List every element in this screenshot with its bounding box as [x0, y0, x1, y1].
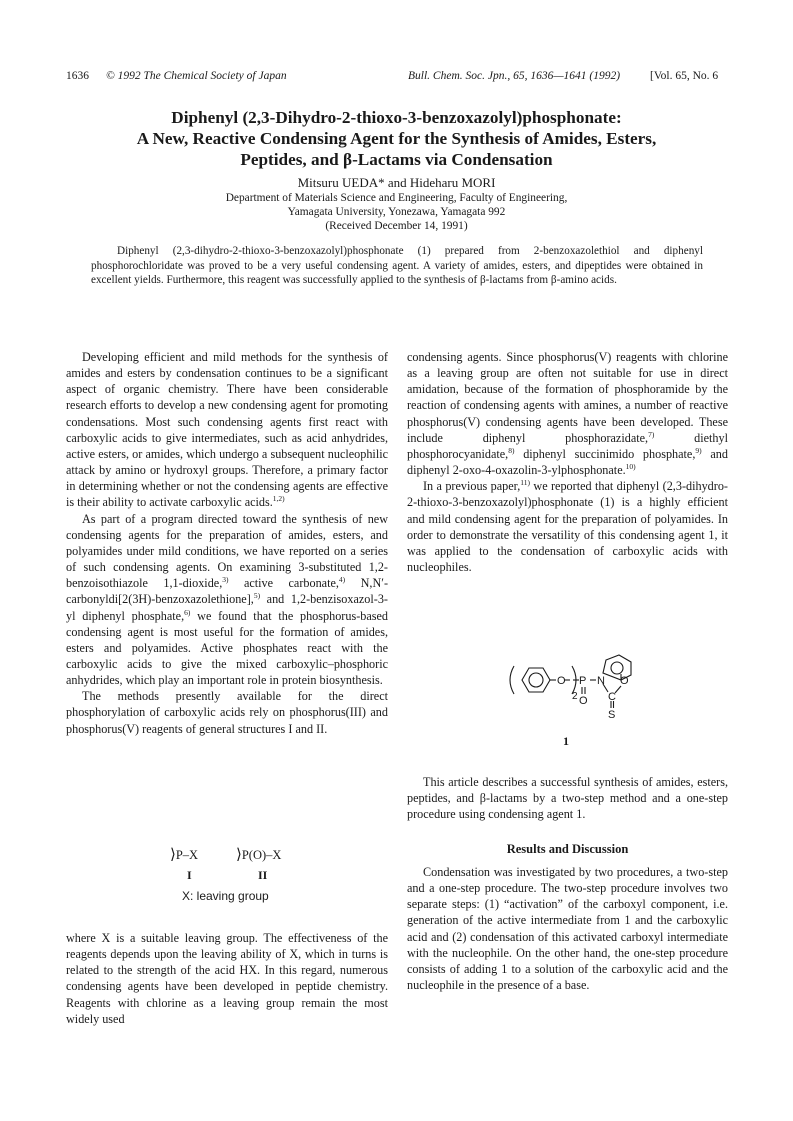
title-line-2: A New, Reactive Condensing Agent for the Synthesis of Amides, Esters, [136, 129, 657, 148]
affiliation-line-1: Department of Materials Science and Engineering, Faculty of Engineering, [225, 192, 568, 204]
formula-I-label: I [187, 868, 192, 882]
paragraph-leaving-group: where X is a suitable leaving group. The effectiveness of the reagents depends upon the leaving ability of X, which in turns is related to the strength of the acid HX. In this regard, numerous condensing agents have been developed in peptide chemistry. Reagents with chlorine as a leaving group remain the most widely used [66, 931, 388, 1026]
reference-marker: 5) [253, 591, 261, 601]
structure-label: 1 [563, 734, 569, 748]
carbon-atom: C [608, 691, 616, 703]
paragraph-procedures: Condensation was investigated by two procedures, a two-step and a one-step procedure. The two-step procedure involves two separate steps: (1) “activation” of the carboxyl component, i.e. generation of the active intermediate from 1 and the carboxylic acid and (2) condensation of this activated carboxyl intermediate with the nucleophile. On the other hand, the one-step procedure consists of adding 1 to a solution of the carboxylic acid and the nucleophile in the presence of a base. [407, 865, 728, 993]
title-line-1: Diphenyl (2,3-Dihydro-2-thioxo-3-benzoxazolyl)phosphonate: [171, 108, 622, 127]
received-date: (Received December 14, 1991) [325, 220, 468, 232]
reference-marker: 4) [338, 575, 346, 585]
paragraph-program: As part of a program directed toward the synthesis of new condensing agents for the preparation of amides, esters, and polyamides under mild conditions, we have reported on a series of such condensing agents. On examining 3-substituted 1,2-benzoisothiazole 1,1-dioxide,$^{3)}$ active carbonate,$^{4)}$ N,N′-carbonyldi[2(3H)-benzoxazolethione],$^{5)}$ and 1,2-benzisoxazol-3-yl diphenyl phosphate,$^{6)}$ we found that the phosphorus-based condensing agent is most useful for the formation of amides, esters and polyamides. Active phosphates react with the carboxylic acids to give the mixed carboxylic–phosphoric anhydrides, which play an important role in protein biosynthesis. [66, 511, 388, 688]
abstract: Diphenyl (2,3-dihydro-2-thioxo-3-benzoxazolyl)phosphonate (1) prepared from 2-benzoxazolethiol and diphenyl phosphorochloridate was proved to be a very useful condensing agent. A variety of amides, esters, and dipeptides were obtained in excellent yields. Furthermore, this reagent was successfully applied to the synthesis of β-lactams from β-amino acids. [91, 245, 703, 287]
left-parenthesis [510, 666, 514, 694]
title-line-3: Peptides, and β-Lactams via Condensation [240, 150, 553, 169]
left-column-bottom [66, 930, 388, 1027]
journal-citation: Bull. Chem. Soc. Jpn., 65, 1636—1641 (1992) [408, 70, 621, 82]
reference-marker: 7) [648, 429, 655, 439]
nitrogen-atom: N [597, 675, 605, 687]
reference-marker: 11) [520, 478, 531, 488]
right-column-bottom [407, 864, 728, 993]
phosphorus-atom: P [579, 675, 587, 687]
reference-marker: 1,2) [272, 494, 285, 504]
reference-marker: 6) [184, 607, 191, 617]
paragraph-methods: The methods presently available for the direct phosphorylation of carboxylic acids rely on phosphorus(III) and phosphorus(V) reagents of general structures I and II. [66, 689, 388, 736]
reference-marker: 8) [508, 445, 515, 455]
copyright-notice: © 1992 The Chemical Society of Japan [106, 70, 287, 82]
leaving-group-caption: X: leaving group [182, 889, 269, 903]
page-number: 1636 [66, 70, 89, 82]
formula-II-label: II [258, 868, 268, 882]
right-column-mid [407, 774, 728, 822]
section-heading: Results and Discussion [506, 842, 629, 856]
chemical-structure-1 [500, 628, 640, 726]
subscript-two: 2 [572, 691, 578, 702]
ester-oxygen: O [557, 675, 566, 687]
paragraph-previous: In a previous paper,$^{11)}$ we reported that diphenyl (2,3-dihydro-2-thioxo-3-benzoxazolyl)phosphonate (1) is a highly efficient and mild condensing agent for the preparation of polyamides. In order to demonstrate the versatility of this condensing agent 1, it was applied to the condensation of carboxylic acids with nucleophiles. [407, 478, 728, 575]
ring-oxygen: O [620, 675, 629, 687]
sulfur-atom: S [608, 709, 616, 721]
reference-marker: 3) [222, 575, 229, 585]
formula-I: ⟩P–X [170, 847, 199, 863]
aromatic-circle [529, 673, 543, 687]
formula-II: ⟩P(O)–X [236, 847, 282, 863]
paragraph-article-scope: This article describes a successful synthesis of amides, esters, peptides, and β-lactams by a two-step method and a one-step procedure using condensing agent 1. [407, 775, 728, 822]
affiliation-line-2: Yamagata University, Yonezawa, Yamagata 992 [287, 206, 506, 218]
phosphoryl-oxygen: O [579, 695, 588, 707]
paragraph-reagents: condensing agents. Since phosphorus(V) reagents with chlorine as a leaving group are often not suitable for use in direct amidation, because of the formation of phosphoramide by the reaction of condensing agents with amines, a number of reactive phosphorus(V) condensing agents have been developed. These include diphenyl phosphorazidate,$^{7)}$ diethyl phosphorocyanidate,$^{8)}$ diphenyl succinimido phosphate,$^{9)}$ and diphenyl 2-oxo-4-oxazolin-3-ylphosphonate.$^{10)}$ [407, 350, 728, 478]
phenyl-ring [522, 668, 550, 692]
right-column-top [407, 349, 728, 575]
authors: Mitsuru UEDA* and Hideharu MORI [297, 175, 496, 190]
benzo-aromatic-circle [611, 662, 623, 674]
reference-marker: 9) [695, 445, 702, 455]
article-title [60, 107, 733, 170]
paragraph-intro: Developing efficient and mild methods for the synthesis of amides and esters by condensation continues to be a significant aspect of organic chemistry. There have been considerable research efforts to develop a new condensing agent for promoting condensations. Most such condensing agents first react with carboxylic acids to give intermediates, such as acid anhydrides, active esters, or amides, which undergo a subsequent nucleophilic attack by amino or hydroxyl groups. Therefore, a primary factor in determining whether or not the condensing agents are effective is their ability to activate carboxylic acids.$^{1,2)}$ [66, 350, 388, 510]
reference-marker: 10) [625, 462, 636, 472]
volume-issue: [Vol. 65, No. 6 [650, 70, 719, 82]
left-column-top [66, 349, 388, 737]
